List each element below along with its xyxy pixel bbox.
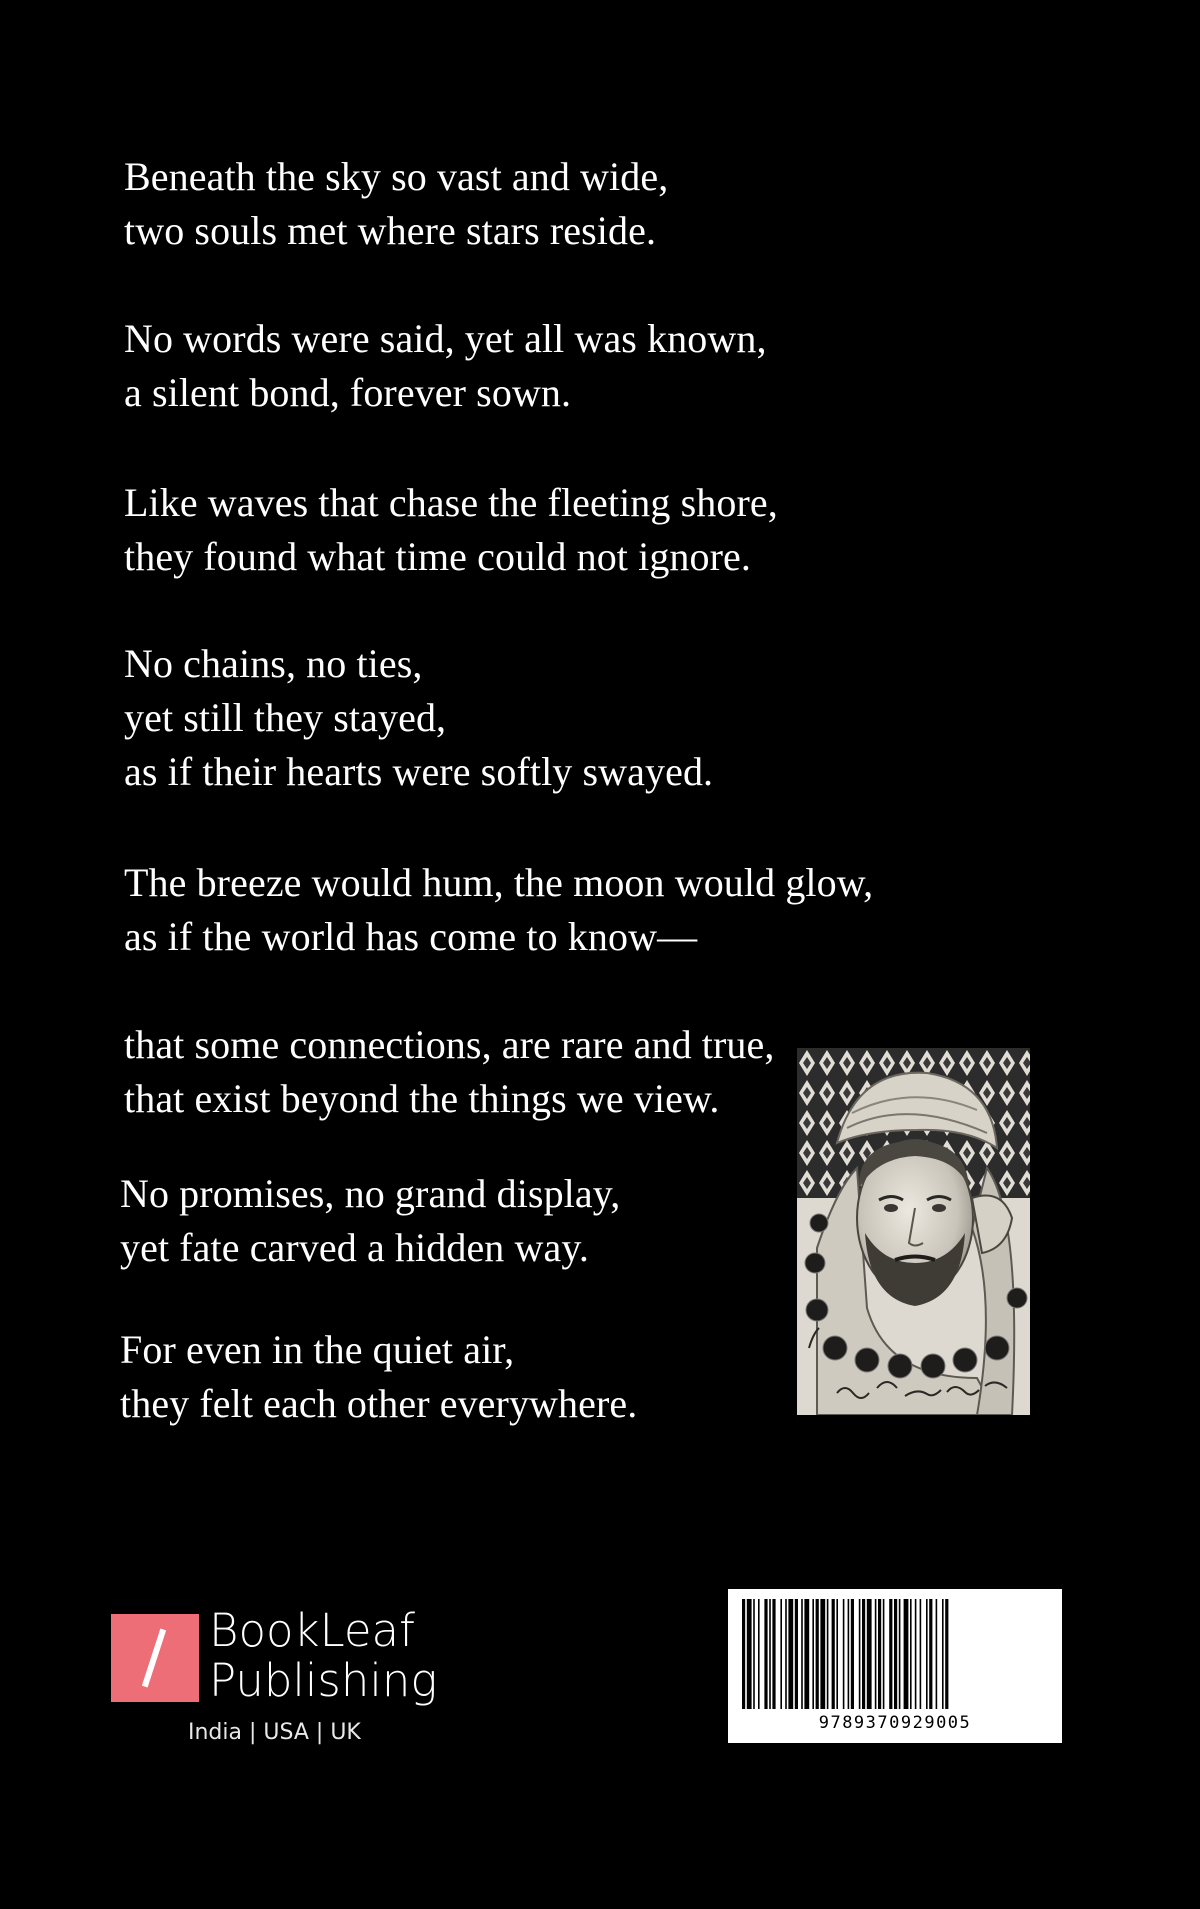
barcode-bar (801, 1599, 803, 1709)
barcode-bar (889, 1599, 892, 1709)
barcode-bar (764, 1599, 767, 1709)
barcode-bar (936, 1599, 938, 1709)
barcode-bar (945, 1599, 948, 1709)
poem-line: as if the world has come to know— (124, 914, 698, 959)
poem-line: as if their hearts were softly swayed. (124, 749, 714, 794)
barcode-bar (747, 1599, 752, 1709)
barcode-bar (753, 1599, 755, 1709)
barcode-bar (920, 1599, 922, 1709)
barcode-bar (915, 1599, 917, 1709)
stanza (124, 637, 713, 799)
barcode-bar (795, 1599, 798, 1709)
barcode-bar (843, 1599, 845, 1709)
publisher-logo (111, 1604, 471, 1752)
barcode-bar (788, 1599, 793, 1709)
stanza (120, 1323, 637, 1431)
poem-line: For even in the quiet air, (120, 1327, 515, 1372)
stanza (124, 150, 668, 258)
poem-line: Like waves that chase the fleeting shore, (124, 480, 778, 525)
barcode-bar (878, 1599, 881, 1709)
slash-logo-icon (111, 1614, 199, 1702)
stanza (120, 1167, 620, 1275)
poem-line: No promises, no grand display, (120, 1171, 621, 1216)
poem-line: two souls met where stars reside. (124, 208, 657, 253)
barcode-bar (785, 1599, 787, 1709)
poem-line: that exist beyond the things we view. (124, 1076, 720, 1121)
barcode-bar (899, 1599, 901, 1709)
barcode-bar (780, 1599, 782, 1709)
poem-line: yet still they stayed, (124, 695, 447, 740)
barcode-bar (812, 1599, 814, 1709)
barcode-bar (816, 1599, 819, 1709)
barcode-bar (942, 1599, 944, 1709)
poem-line: Beneath the sky so vast and wide, (124, 154, 669, 199)
portrait-illustration (797, 1048, 1030, 1415)
poem-line: they found what time could not ignore. (124, 534, 752, 579)
stanza (124, 856, 873, 964)
barcode-bar (929, 1599, 932, 1709)
publisher-regions: India | USA | UK (188, 1720, 361, 1745)
barcode-bar (742, 1599, 745, 1709)
barcode-bar (904, 1599, 909, 1709)
barcode-bar (851, 1599, 854, 1709)
barcode-bar (875, 1599, 877, 1709)
barcode-bar (836, 1599, 838, 1709)
isbn-number: 9789370929005 (818, 1713, 972, 1733)
barcode-bar (820, 1599, 825, 1709)
stanza (124, 312, 767, 420)
poem-line: a silent bond, forever sown. (124, 370, 572, 415)
stanza (124, 476, 778, 584)
barcode-bar (848, 1599, 850, 1709)
barcode-bar (859, 1599, 861, 1709)
barcode-bar (772, 1599, 775, 1709)
barcode-bar (827, 1599, 829, 1709)
barcode-bar (804, 1599, 809, 1709)
poem-line: No words were said, yet all was known, (124, 316, 767, 361)
poem-line: yet fate carved a hidden way. (120, 1225, 589, 1270)
barcode-bar (910, 1599, 912, 1709)
poem-line: they felt each other everywhere. (120, 1381, 638, 1426)
stanza (124, 1018, 775, 1126)
barcode-bar (769, 1599, 771, 1709)
barcode-bar (862, 1599, 865, 1709)
barcode-bar (867, 1599, 872, 1709)
barcode-bars (740, 1599, 1050, 1711)
poem-line: The breeze would hum, the moon would glow, (124, 860, 874, 905)
poem-line: No chains, no ties, (124, 641, 423, 686)
barcode-bar (894, 1599, 897, 1709)
barcode-bar (832, 1599, 835, 1709)
barcode-bar (926, 1599, 928, 1709)
isbn-barcode (728, 1589, 1062, 1743)
publisher-name-line1: BookLeaf (209, 1604, 415, 1657)
barcode-bar (883, 1599, 885, 1709)
barcode-bar (758, 1599, 760, 1709)
publisher-name-line2: Publishing (209, 1654, 438, 1707)
poem-line: that some connections, are rare and true, (124, 1022, 775, 1067)
